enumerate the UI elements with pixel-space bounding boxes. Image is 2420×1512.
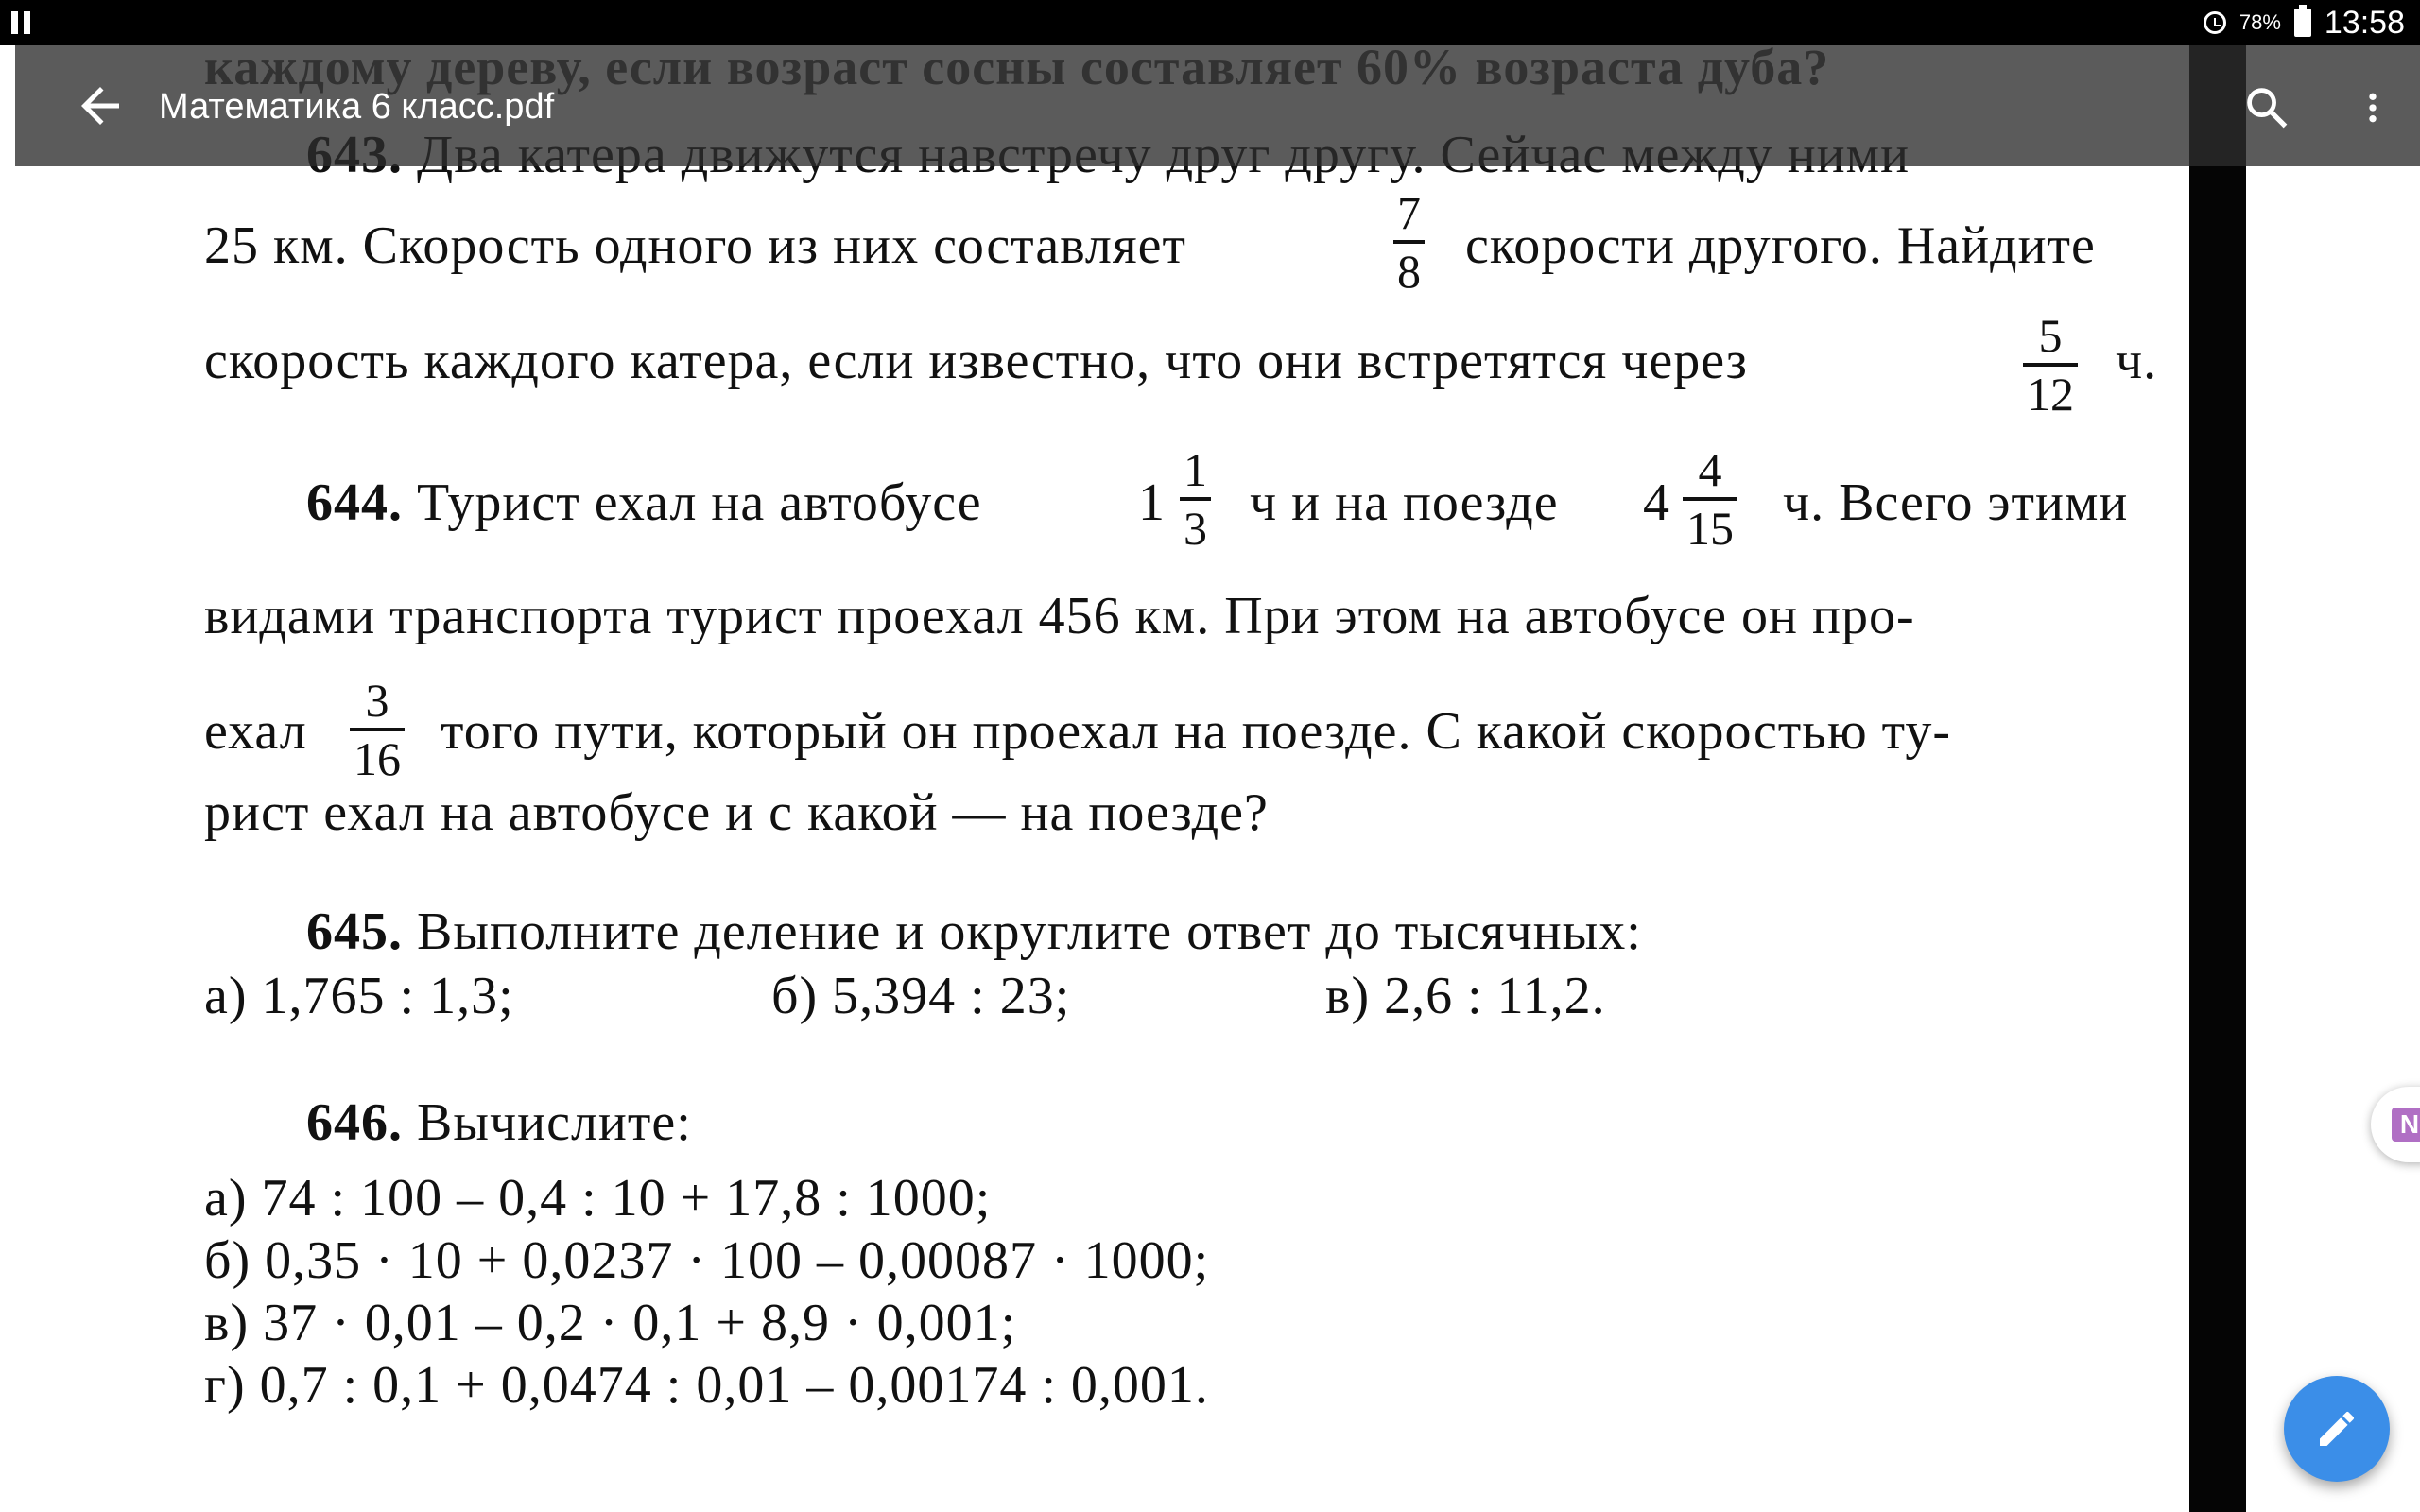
problem-643-line-2a: 25 км. Скорость одного из них составляет [204,216,1186,275]
mixed-number-whole: 1 [1138,473,1165,532]
pause-icon [11,11,36,39]
numerator: 3 [365,674,389,727]
app-toolbar [15,45,2420,166]
edit-fab-button[interactable] [2284,1376,2390,1482]
fraction-bar [1180,497,1211,501]
fraction-bar [2023,363,2078,367]
problem-646-heading [306,1092,692,1153]
fraction [2023,309,2078,421]
problem-644-line-3b: того пути, который он проехал на поезде. С какой скоростью ту- [441,702,1952,761]
fraction-bar [1683,497,1737,501]
back-arrow-icon[interactable] [72,77,129,134]
alarm-icon [2204,11,2226,34]
status-bar [0,0,2420,45]
problem-number: 646. [306,1093,403,1152]
edit-pencil-icon [2314,1406,2360,1452]
problem-643-line-3a: скорость каждого катера, если известно, что они встретятся через [204,332,1748,390]
more-vert-icon[interactable] [2354,83,2392,132]
problem-644-line-3a: ехал [204,702,307,761]
problem-644-line-4: рист ехал на автобусе и с какой — на поезде? [204,783,1269,842]
text-span: Выполните деление и округлите ответ до тысячных: [417,902,1642,961]
problem-646-d: г) 0,7 : 0,1 + 0,0474 : 0,01 – 0,00174 : 0,001. [204,1356,1209,1415]
problem-644-line-2: видами транспорта турист проехал 456 км. При этом на автобусе он про- [204,587,1915,645]
fraction-bar [350,728,405,731]
battery-icon [2294,9,2311,37]
battery-percent: 78% [2238,10,2281,34]
document-content [15,45,2189,1512]
mixed-number-whole: 4 [1643,473,1669,532]
problem-number: 645. [306,902,403,961]
problem-645-c: в) 2,6 : 11,2. [1325,967,1606,1025]
numerator: 4 [1698,443,1722,496]
fraction [1180,443,1211,555]
problem-645-heading [306,902,1642,962]
search-icon[interactable] [2242,83,2291,132]
denominator: 16 [354,732,401,785]
text-span: Турист ехал на автобусе [417,473,982,532]
problem-646-c: в) 37 · 0,01 – 0,2 · 0,1 + 8,9 · 0,001; [204,1294,1017,1352]
numerator: 5 [2038,309,2063,362]
denominator: 8 [1397,245,1421,298]
problem-644-line-1a [306,472,982,533]
text-span: Вычислите: [417,1093,692,1152]
numerator: 7 [1397,186,1421,239]
problem-645-b: б) 5,394 : 23; [771,967,1071,1025]
fraction-bar [1393,240,1425,244]
problem-643-line-2b: скорости другого. Найдите [1465,216,2096,275]
problem-645-a: а) 1,765 : 1,3; [204,967,514,1025]
denominator: 15 [1686,502,1734,555]
viewer-background [2246,45,2420,1512]
problem-644-line-1c: ч. Всего этими [1783,473,2129,532]
fraction [1683,443,1737,555]
fraction [350,674,405,785]
denominator: 3 [1184,502,1207,555]
problem-646-a: а) 74 : 100 – 0,4 : 10 + 17,8 : 1000; [204,1169,992,1228]
onenote-icon: N [2392,1108,2420,1142]
problem-643-line-3b: ч. [2116,332,2158,390]
numerator: 1 [1184,443,1207,496]
page-margin-left [0,45,15,1512]
page-torn-edge [2189,45,2246,1512]
clock: 13:58 [2324,4,2405,41]
document-title: Математика 6 класс.pdf [159,87,555,127]
problem-644-line-1b: ч и на поезде [1250,473,1559,532]
fraction [1393,186,1425,298]
denominator: 12 [2027,368,2074,421]
pdf-page[interactable] [15,45,2189,1512]
problem-646-b: б) 0,35 · 10 + 0,0237 · 100 – 0,00087 · 1000; [204,1231,1210,1290]
problem-number: 644. [306,473,403,532]
